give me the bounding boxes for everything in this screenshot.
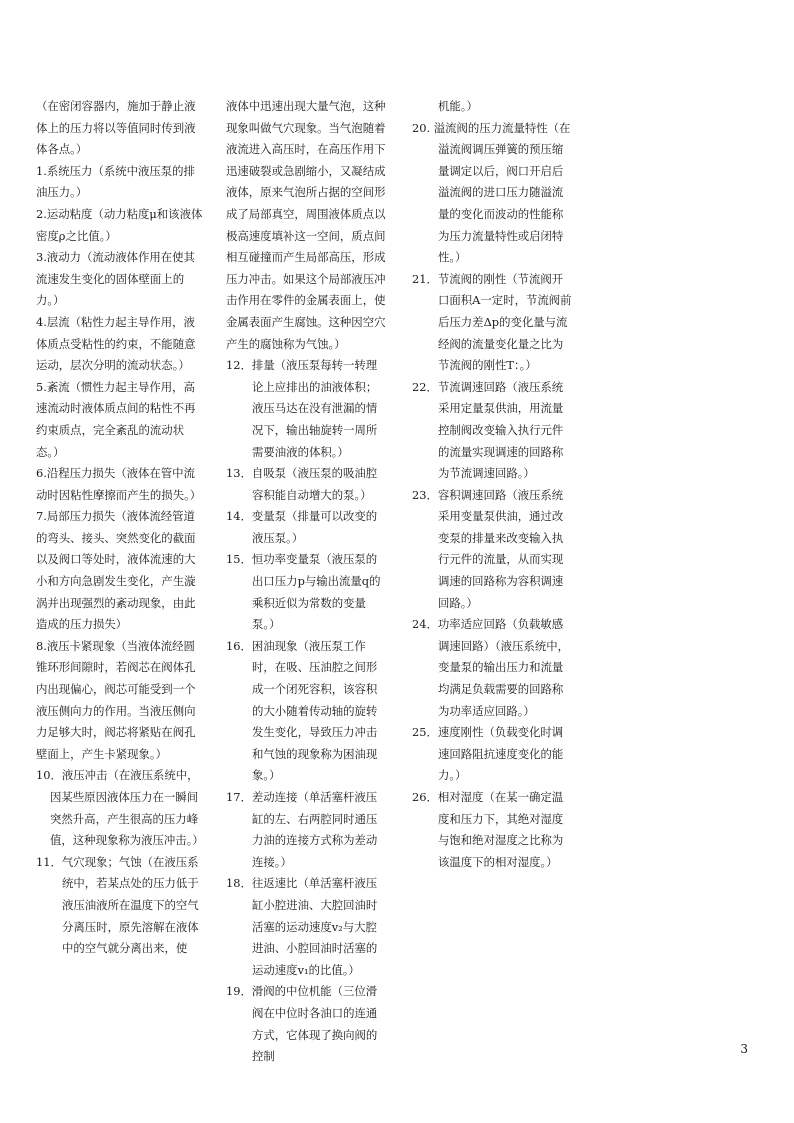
term-1: 1.系统压力（系统中液压泵的排油压力。） <box>36 163 195 200</box>
term-16: 16．困油现象（液压泵工作时，在吸、压油腔之间形成一个闭死容积，该容积的大小随着传动轴的旋转发生变化，导致压力冲击和气蚀的现象称为困油现象。） <box>226 638 378 783</box>
term-2: 2.运动粘度（动力粘度μ和该液体密度ρ之比值。） <box>36 206 203 243</box>
term-6: 6.沿程压力损失（液体在管中流动时因粘性摩擦而产生的损失。） <box>36 466 202 502</box>
term-8: 8.液压卡紧现象（当液体流经圆锥环形间隙时，若阀芯在阀体孔内出现偏心，阀芯可能受到一个液压侧向力的作用。当液压侧向力足够大时，阀芯将紧贴在阀孔壁面上，产生卡紧现象。） <box>36 638 196 761</box>
term-12: 12．排量（液压泵每转一转理论上应排出的油液体积；液压马达在没有泄漏的情况下，输出轴旋转一周所需要油液的体积。） <box>226 358 378 459</box>
term-24: 24．功率适应回路（负载敏感调速回路）（液压系统中，变量泵的输出压力和流量均满足负载需要的回路称为功率适应回路。） <box>412 617 569 718</box>
term-17: 17．差动连接（单活塞杆液压缸的左、右两腔同时通压力油的连接方式称为差动连接。） <box>226 790 378 869</box>
term-26: 26．相对湿度（在某一确定温度和压力下，其绝对湿度与饱和绝对湿度之比称为该温度下的相对湿度。） <box>412 790 564 869</box>
term-3: 3.液动力（流动液体作用在使其流速发生变化的固体壁面上的力。） <box>36 250 195 308</box>
term-5: 5.紊流（惯性力起主导作用，高速流动时液体质点间的粘性不再约束质点，完全紊乱的流动状态。） <box>36 379 196 459</box>
term-10: 10．液压冲击（在液压系统中，因某些原因液体压力在一瞬间突然升高，产生很高的压力峰值，这种现象称为液压冲击。） <box>36 768 204 848</box>
term-22: 22．节流调速回路（液压系统采用定量泵供油，用流量控制阀改变输入执行元件的流量实现调速的回路称为节流调速回路。） <box>412 379 564 481</box>
term-14: 14．变量泵（排量可以改变的液压泵。） <box>226 509 378 545</box>
paragraph-continued: 机能。） <box>438 99 478 113</box>
term-20: 20. 溢流阀的压力流量特性（在溢流阀调压弹簧的预压缩量调定以后，阀口开启后溢流阀的进口压力随溢流量的变化而波动的性能称为压力流量特性或启闭特性。） <box>412 120 571 265</box>
paragraph-continued: 液体中迅速出现大量气泡，这种现象叫做气穴现象。当气泡随着液流进入高压时，在高压作用下迅速破裂或急剧缩小，又凝结成液体，原来气泡所占据的空间形成了局部真空，周围液体质点以极高速度填补这一空间，质点间相互碰撞而产生局部高压，形成压力冲击。如果这个局部液压冲击作用在零件的金属表面上，使金属表面产生腐蚀。这种因空穴产生的腐蚀称为气蚀。） <box>226 99 386 351</box>
term-15: 15．恒功率变量泵（液压泵的出口压力p与输出流量q的乘积近似为常数的变量泵。） <box>226 552 381 632</box>
term-25: 25．速度刚性（负载变化时调速回路阻抗速度变化的能力。） <box>412 725 564 783</box>
column-right <box>412 96 572 873</box>
term-7: 7.局部压力损失（液体流经管道的弯头、接头、突然变化的截面以及阀口等处时，液体流速的大小和方向急剧发生变化，产生漩涡并出现强烈的紊动现象，由此造成的压力损失） <box>36 509 196 632</box>
term-23: 23．容积调速回路（液压系统采用变量泵供油，通过改变泵的排量来改变输入执行元件的流量，从而实现调速的回路称为容积调速回路。） <box>412 487 564 610</box>
page-number: 3 <box>740 1042 748 1056</box>
column-left <box>36 96 206 960</box>
term-21: 21．节流阀的刚性（节流阀开口面积A一定时，节流阀前后压力差Δp的变化量与流经阀的流量变化量之比为节流阀的刚性T：。） <box>412 271 572 373</box>
term-13: 13．自吸泵（液压泵的吸油腔容积能自动增大的泵。） <box>226 466 378 502</box>
term-19: 19．滑阀的中位机能（三位滑阀在中位时各油口的连通方式，它体现了换向阀的控制 <box>226 984 378 1064</box>
term-4: 4.层流（粘性力起主导作用，液体质点受粘性的约束，不能随意运动，层次分明的流动状态。） <box>36 314 196 373</box>
term-11: 11．气穴现象；气蚀（在液压系统中，若某点处的压力低于液压油液所在温度下的空气分离压时，原先溶解在液体中的空气就分离出来，使 <box>36 854 199 956</box>
column-middle <box>226 96 388 1068</box>
term-18: 18．往返速比（单活塞杆液压缸小腔进油、大腔回油时活塞的运动速度v₂与大腔进油、小腔回油时活塞的运动速度v₁的比值。） <box>226 876 378 977</box>
paragraph: （在密闭容器内，施加于静止液体上的压力将以等值同时传到液体各点。） <box>36 99 196 157</box>
